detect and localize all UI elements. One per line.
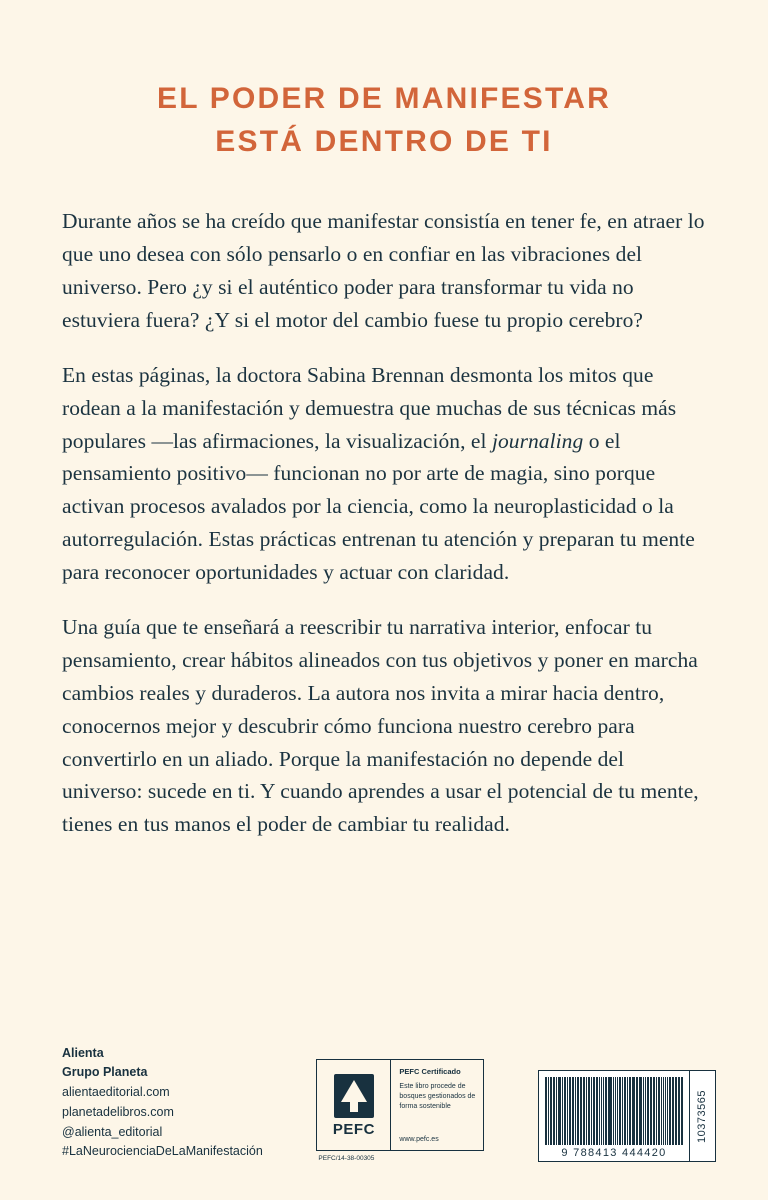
- headline-line-1: EL PODER DE MANIFESTAR: [157, 82, 611, 115]
- publisher-hashtag[interactable]: #LaNeurocienciaDeLaManifestación: [62, 1144, 263, 1159]
- pefc-badge: [316, 1059, 484, 1151]
- blurb-paragraph-2-part-2: o el pensamiento positivo— funcionan no por arte de magia, sino porque activan procesos avalados por la ciencia, como la neuroplasticidad o la autorregulación. Estas prácticas entrenan tu atención y preparan tu mente para reconocer oportunidades y actuar con claridad.: [62, 428, 695, 585]
- barcode-side-code-box: [690, 1070, 716, 1162]
- pefc-text-block: [391, 1060, 483, 1150]
- footer: [62, 1044, 716, 1163]
- publisher-website-2[interactable]: planetadelibros.com: [62, 1104, 174, 1119]
- page-title: [62, 0, 706, 163]
- barcode-side-code: 10373565: [696, 1089, 709, 1143]
- pefc-certification: [316, 1059, 484, 1162]
- blurb-paragraph-2: [62, 359, 706, 589]
- blurb-paragraph-3: Una guía que te enseñará a reescribir tu narrativa interior, enfocar tu pensamiento, crear hábitos alineados con tus objetivos y poner en marcha cambios reales y duraderos. La autora nos invita a mirar hacia dentro, conocernos mejor y descubrir cómo funciona nuestro cerebro para convertirlo en un aliado. Porque la manifestación no depende del universo: sucede en ti. Y cuando aprendes a usar el potencial de tu mente, tienes en tus manos el poder de cambiar tu realidad.: [62, 614, 699, 837]
- blurb-paragraph-2-italic: journaling: [491, 428, 584, 453]
- publisher-group: Grupo Planeta: [62, 1065, 148, 1080]
- pefc-code-row: [316, 1155, 484, 1162]
- publisher-website-1[interactable]: alientaeditorial.com: [62, 1085, 170, 1099]
- publisher-name: Alienta: [62, 1045, 104, 1060]
- pefc-logo: [317, 1060, 391, 1150]
- barcode: [538, 1070, 716, 1162]
- pefc-wordmark: PEFC: [332, 1121, 375, 1138]
- publisher-info: [62, 1044, 263, 1163]
- blurb-paragraph-2-part-1: En estas páginas, la doctora Sabina Brennan desmonta los mitos que rodean a la manifestación y demuestra que muchas de sus técnicas más populares —las afirmaciones, la visualización, el: [62, 362, 677, 453]
- blurb-paragraph-1: Durante años se ha creído que manifestar consistía en tener fe, en atraer lo que uno desea con sólo pensarlo o en confiar en las vibraciones del universo. Pero ¿y si el auténtico poder para transformar tu vida no estuviera fuera? ¿Y si el motor del cambio fuese tu propio cerebro?: [62, 209, 705, 332]
- pefc-url[interactable]: www.pefc.es: [399, 1135, 439, 1143]
- pefc-code: PEFC/14-38-00305: [318, 1155, 375, 1162]
- pefc-certified-body: Este libro procede de bosques gestionados de forma sostenible: [399, 1082, 476, 1111]
- pefc-certified-title: PEFC Certificado: [399, 1067, 461, 1076]
- barcode-isbn: [538, 1070, 690, 1162]
- publisher-social-handle[interactable]: @alienta_editorial: [62, 1124, 163, 1139]
- barcode-digits: 9 788413 444420: [561, 1147, 667, 1159]
- blurb-text: [62, 205, 706, 841]
- headline-line-2: ESTÁ DENTRO DE TI: [215, 124, 553, 158]
- tree-icon: [334, 1074, 374, 1118]
- barcode-bars: [545, 1077, 683, 1145]
